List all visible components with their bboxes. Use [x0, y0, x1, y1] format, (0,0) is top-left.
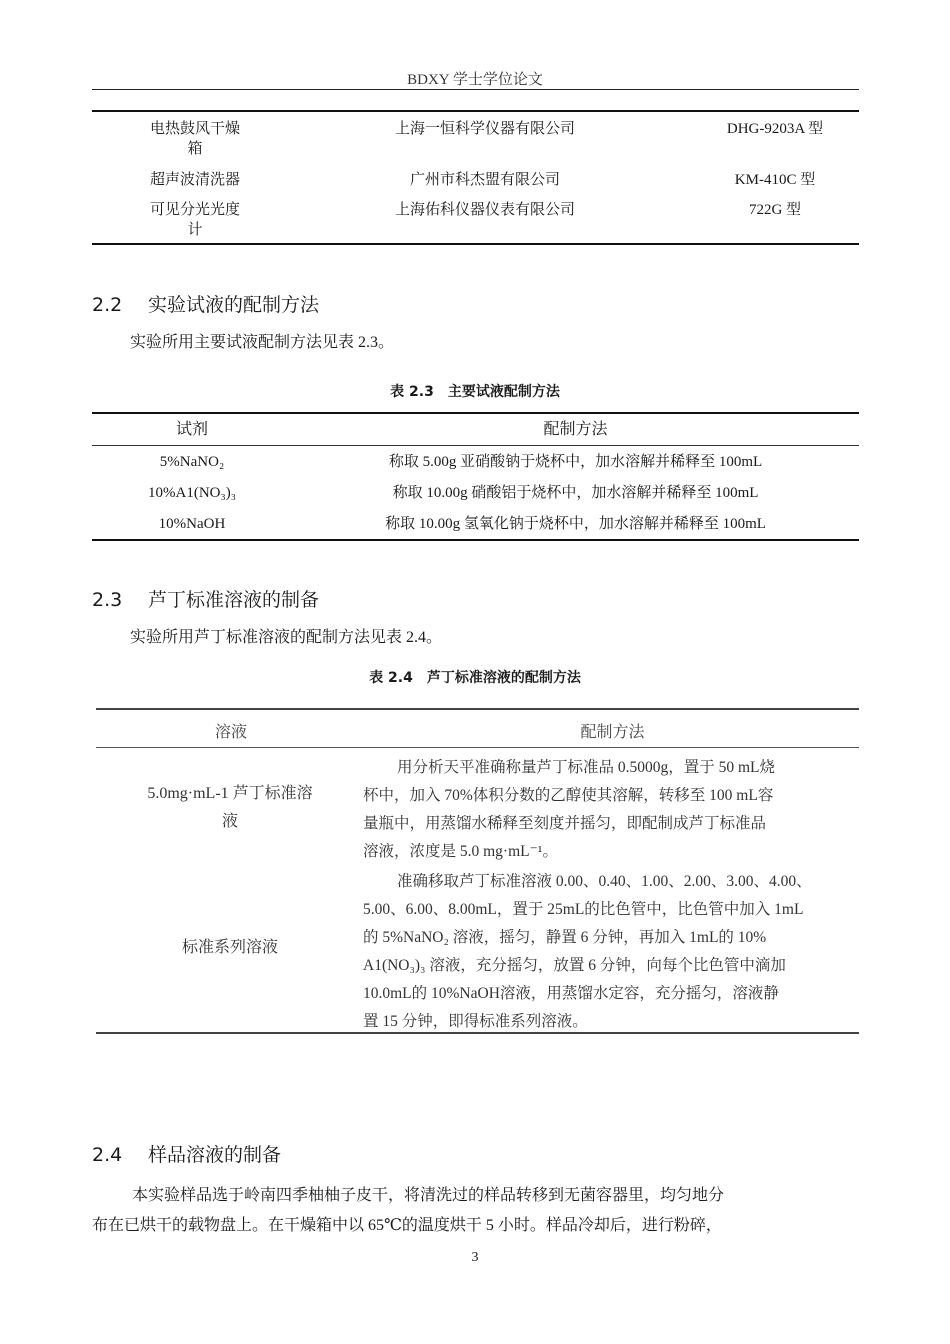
section-title: 实验试液的配制方法 — [148, 294, 320, 316]
section-2-2-paragraph: 实验所用主要试液配制方法见表 2.3。 — [130, 334, 395, 351]
reagent-cell: 10%NaOH — [158, 516, 226, 532]
equipment-model: KM-410C 型 — [734, 172, 816, 188]
equipment-model: 722G 型 — [748, 202, 802, 218]
equipment-maker: 上海一恒科学仪器有限公司 — [394, 121, 575, 137]
section-number: 2.2 — [92, 294, 123, 316]
table-header-solution: 溶液 — [214, 724, 247, 741]
solution-label: 标准系列溶液 — [181, 939, 278, 956]
reagent-cell: 10%A1(NO₃)₃ — [148, 485, 236, 501]
table-header-reagent: 试剂 — [175, 421, 208, 438]
table-header-method: 配制方法 — [543, 421, 608, 438]
table-2-3-caption: 表 2.3 主要试液配制方法 — [390, 384, 560, 400]
equipment-model: DHG-9203A 型 — [726, 121, 824, 137]
method-line: 置 15 分钟，即得标准系列溶液。 — [363, 1013, 588, 1030]
section-number: 2.4 — [92, 1144, 123, 1166]
table-header-method: 配制方法 — [580, 724, 645, 741]
method-cell: 称取 10.00g 氢氧化钠于烧杯中，加水溶解并稀释至 100mL — [385, 516, 766, 532]
method-cell: 称取 5.00g 亚硝酸钠于烧杯中，加水溶解并稀释至 100mL — [388, 454, 763, 470]
equipment-name-line: 计 — [187, 222, 203, 238]
method-text — [363, 868, 843, 1036]
method-line: 的 5%NaNO₂ 溶液，摇匀，静置 6 分钟，再加入 1mL的 10% — [363, 929, 767, 946]
equipment-name-line: 可见分光光度 — [149, 202, 240, 218]
page-number: 3 — [471, 1250, 479, 1265]
table-header-rule — [96, 747, 859, 748]
method-line: 准确移取芦丁标准溶液 0.00、0.40、1.00、2.00、3.00、4.00、 — [397, 873, 812, 890]
section-number: 2.3 — [92, 589, 123, 611]
method-cell: 称取 10.00g 硝酸铝于烧杯中，加水溶解并稀释至 100mL — [392, 485, 759, 501]
section-2-3-paragraph: 实验所用芦丁标准溶液的配制方法见表 2.4。 — [130, 629, 443, 646]
equipment-name: 超声波清洗器 — [149, 172, 240, 188]
section-heading-2-4 — [92, 1140, 281, 1167]
method-line: 溶液，浓度是 5.0 mg·mL⁻¹。 — [363, 843, 558, 860]
method-line: 用分析天平准确称量芦丁标准品 0.5000g，置于 50 mL烧 — [397, 759, 776, 776]
equipment-maker: 广州市科杰盟有限公司 — [409, 172, 560, 188]
method-line: 量瓶中，用蒸馏水稀释至刻度并摇匀，即配制成芦丁标准品 — [363, 815, 767, 832]
table-bottom-rule — [96, 1032, 859, 1034]
equipment-name-line: 电热鼓风干燥 — [149, 121, 240, 137]
section-2-4-paragraph — [92, 1184, 859, 1238]
method-line: A1(NO₃)₃ 溶液，充分摇匀，放置 6 分钟，向每个比色管中滴加 — [363, 957, 786, 974]
paragraph-line: 布在已烘干的载物盘上。在干燥箱中以 65℃的温度烘干 5 小时。样品冷却后，进行粉碎， — [92, 1217, 722, 1234]
method-text — [363, 754, 843, 866]
section-title: 样品溶液的制备 — [148, 1144, 282, 1166]
equipment-maker: 上海佑科仪器仪表有限公司 — [394, 202, 575, 218]
paragraph-line: 本实验样品选于岭南四季柚柚子皮干，将清洗过的样品转移到无菌容器里，均匀地分 — [132, 1187, 725, 1204]
method-line: 10.0mL的 10%NaOH溶液，用蒸馏水定容，充分摇匀，溶液静 — [363, 985, 779, 1002]
reagent-cell: 5%NaNO₂ — [159, 454, 225, 470]
method-line: 5.00、6.00、8.00mL，置于 25mL的比色管中，比色管中加入 1mL — [363, 901, 804, 918]
table-top-rule — [96, 708, 859, 710]
solution-label-line: 液 — [221, 813, 238, 830]
section-title: 芦丁标准溶液的制备 — [148, 589, 320, 611]
method-line: 杯中，加入 70%体积分数的乙醇使其溶解，转移至 100 mL容 — [363, 787, 774, 804]
solution-label — [130, 780, 330, 836]
equipment-name-line: 箱 — [187, 141, 203, 157]
table-2-4-caption: 表 2.4 芦丁标准溶液的配制方法 — [369, 670, 581, 686]
solution-label-line: 5.0mg·mL-1 芦丁标准溶 — [147, 785, 313, 802]
running-header: BDXY 学士学位论文 — [407, 72, 543, 88]
